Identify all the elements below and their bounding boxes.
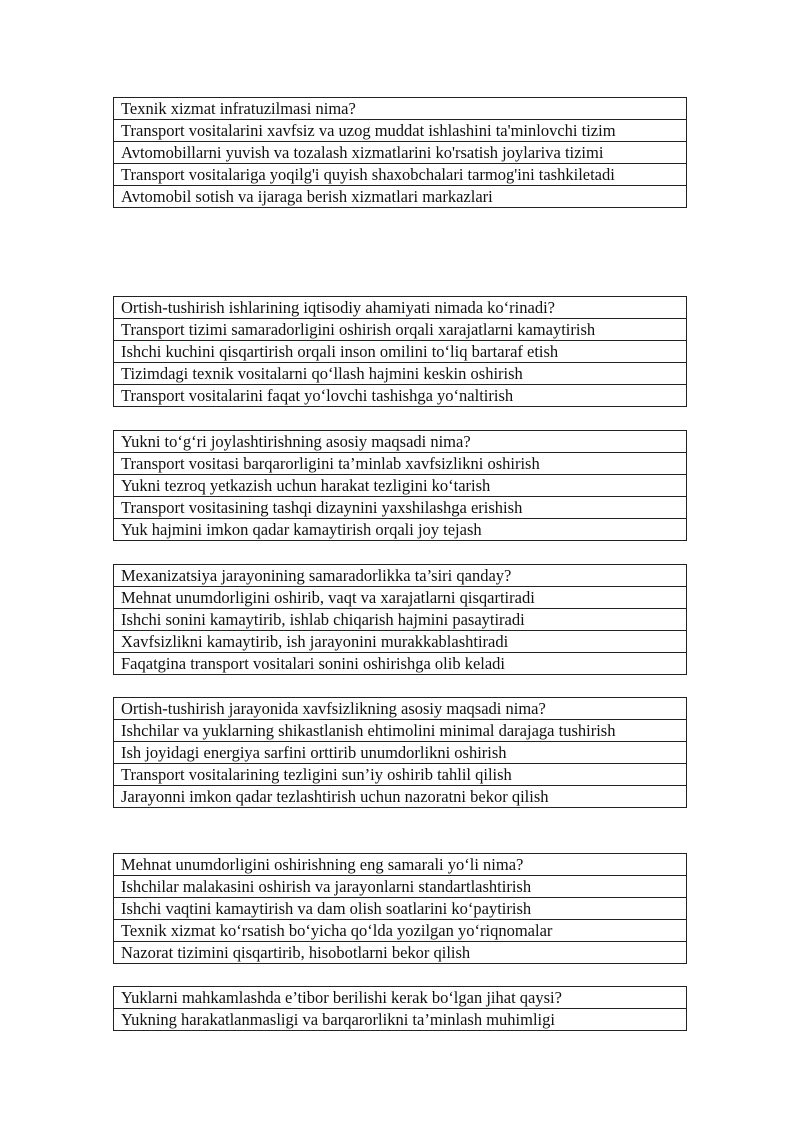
answer-option: Avtomobil sotish va ijaraga berish xizmatlari markazlari [114,186,687,208]
answer-option: Transport vositasining tashqi dizaynini yaxshilashga erishish [114,497,687,519]
question-text: Ortish-tushirish ishlarining iqtisodiy ahamiyati nimada ko‘rinadi? [114,297,687,319]
answer-option: Ish joyidagi energiya sarfini orttirib unumdorlikni oshirish [114,742,687,764]
question-text: Ortish-tushirish jarayonida xavfsizlikning asosiy maqsadi nima? [114,698,687,720]
answer-option: Transport vositasi barqarorligini ta’minlab xavfsizlikni oshirish [114,453,687,475]
question-table [113,986,687,1031]
answer-option: Avtomobillarni yuvish va tozalash xizmatlarini ko'rsatish joylariva tizimi [114,142,687,164]
question-table [113,853,687,964]
question-text: Yuklarni mahkamlashda e’tibor berilishi kerak bo‘lgan jihat qaysi? [114,987,687,1009]
question-table [113,430,687,541]
answer-option: Yukni tezroq yetkazish uchun harakat tezligini ko‘tarish [114,475,687,497]
question-text: Mehnat unumdorligini oshirishning eng samarali yo‘li nima? [114,854,687,876]
answer-option: Nazorat tizimini qisqartirib, hisobotlarni bekor qilish [114,942,687,964]
answer-option: Transport vositalarini faqat yo‘lovchi tashishga yo‘naltirish [114,385,687,407]
answer-option: Ishchi sonini kamaytirib, ishlab chiqarish hajmini pasaytiradi [114,609,687,631]
question-text: Texnik xizmat infratuzilmasi nima? [114,98,687,120]
answer-option: Xavfsizlikni kamaytirib, ish jarayonini murakkablashtiradi [114,631,687,653]
answer-option: Ishchi kuchini qisqartirish orqali inson omilini to‘liq bartaraf etish [114,341,687,363]
answer-option: Ishchilar malakasini oshirish va jarayonlarni standartlashtirish [114,876,687,898]
answer-option: Jarayonni imkon qadar tezlashtirish uchun nazoratni bekor qilish [114,786,687,808]
question-text: Mexanizatsiya jarayonining samaradorlikka ta’siri qanday? [114,565,687,587]
answer-option: Ishchi vaqtini kamaytirish va dam olish soatlarini ko‘paytirish [114,898,687,920]
answer-option: Yuk hajmini imkon qadar kamaytirish orqali joy tejash [114,519,687,541]
question-table [113,97,687,208]
answer-option: Transport tizimi samaradorligini oshirish orqali xarajatlarni kamaytirish [114,319,687,341]
answer-option: Yukning harakatlanmasligi va barqarorlikni ta’minlash muhimligi [114,1009,687,1031]
answer-option: Tizimdagi texnik vositalarni qo‘llash hajmini keskin oshirish [114,363,687,385]
answer-option: Texnik xizmat ko‘rsatish bo‘yicha qo‘lda yozilgan yo‘riqnomalar [114,920,687,942]
answer-option: Transport vositalariga yoqilg'i quyish shaxobchalari tarmog'ini tashkiletadi [114,164,687,186]
answer-option: Transport vositalarining tezligini sun’iy oshirib tahlil qilish [114,764,687,786]
answer-option: Ishchilar va yuklarning shikastlanish ehtimolini minimal darajaga tushirish [114,720,687,742]
answer-option: Faqatgina transport vositalari sonini oshirishga olib keladi [114,653,687,675]
question-table [113,564,687,675]
question-table [113,296,687,407]
answer-option: Mehnat unumdorligini oshirib, vaqt va xarajatlarni qisqartiradi [114,587,687,609]
answer-option: Transport vositalarini xavfsiz va uzog muddat ishlashini ta'minlovchi tizim [114,120,687,142]
question-text: Yukni to‘g‘ri joylashtirishning asosiy maqsadi nima? [114,431,687,453]
question-table [113,697,687,808]
